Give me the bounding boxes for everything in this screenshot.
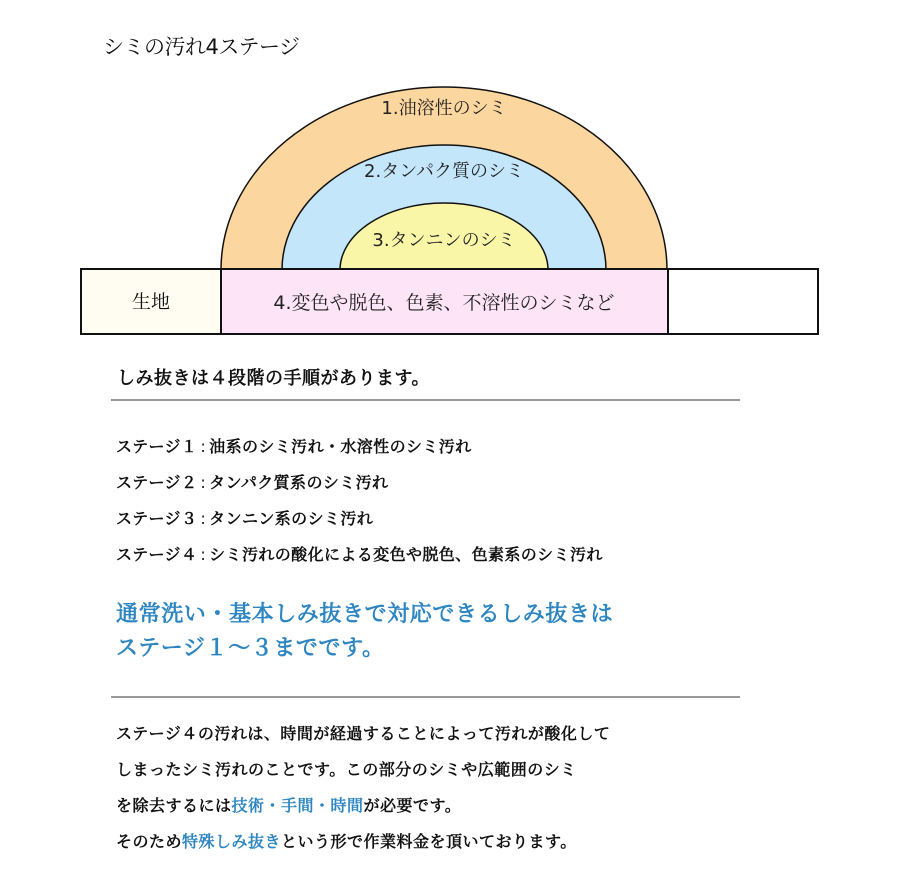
highlight-line: 通常洗い・基本しみ抜きで対応できるしみ抜きは [116,602,614,627]
arc-stage-3-label: 3.タンニンのシミ [372,230,516,251]
stage-text: タンパク質系のシミ汚れ [209,473,389,492]
stage-text: タンニン系のシミ汚れ [209,509,374,528]
arc-stage-1-label: 1.油溶性のシミ [381,98,507,119]
intro-heading: しみ抜きは４段階の手順があります。 [117,368,431,389]
note-accent: 技術・手間・時間 [231,796,364,815]
stage-item [116,429,603,465]
note-text: を除去するには [116,796,232,815]
stage-label: ステージ１ [116,437,198,456]
stage-4-label: 4.変色や脱色、色素、不溶性のシミなど [273,292,615,314]
note-line: ステージ４の汚れは、時間が経過することによって汚れが酸化して [116,724,611,743]
diagram-title: シミの汚れ4ステージ [103,35,300,59]
stage-separator: : [200,437,207,456]
stage-4-note [116,716,610,860]
stage-separator: : [200,545,207,564]
arc-stage-2-label: 2.タンパク質のシミ [364,161,524,182]
note-text: そのため [116,832,183,851]
divider [111,399,740,401]
stage-label: ステージ４ [116,545,198,564]
stage-text: シミ汚れの酸化による変色や脱色、色素系のシミ汚れ [209,545,603,564]
note-text: が必要です。 [363,796,462,815]
stage-label: ステージ３ [116,509,198,528]
stage-separator: : [200,509,207,528]
divider [111,696,740,698]
stage-item [116,501,603,537]
fabric-label: 生地 [131,291,171,313]
highlight-line: ステージ１～３までです。 [116,636,385,661]
highlight-message [116,598,613,666]
stage-item [116,537,603,573]
note-text: という形で作業料金を頂いております。 [281,832,577,851]
note-line [116,824,610,860]
stage-list [116,429,603,573]
note-accent: 特殊しみ抜き [182,832,282,851]
stage-separator: : [200,473,207,492]
stain-stage-diagram [0,0,900,345]
note-line [116,788,610,824]
stage-item [116,465,603,501]
stage-label: ステージ２ [116,473,198,492]
fabric-box-right [668,269,818,334]
stage-text: 油系のシミ汚れ・水溶性のシミ汚れ [209,437,472,456]
note-line: しまったシミ汚れのことです。この部分のシミや広範囲のシミ [116,760,577,779]
